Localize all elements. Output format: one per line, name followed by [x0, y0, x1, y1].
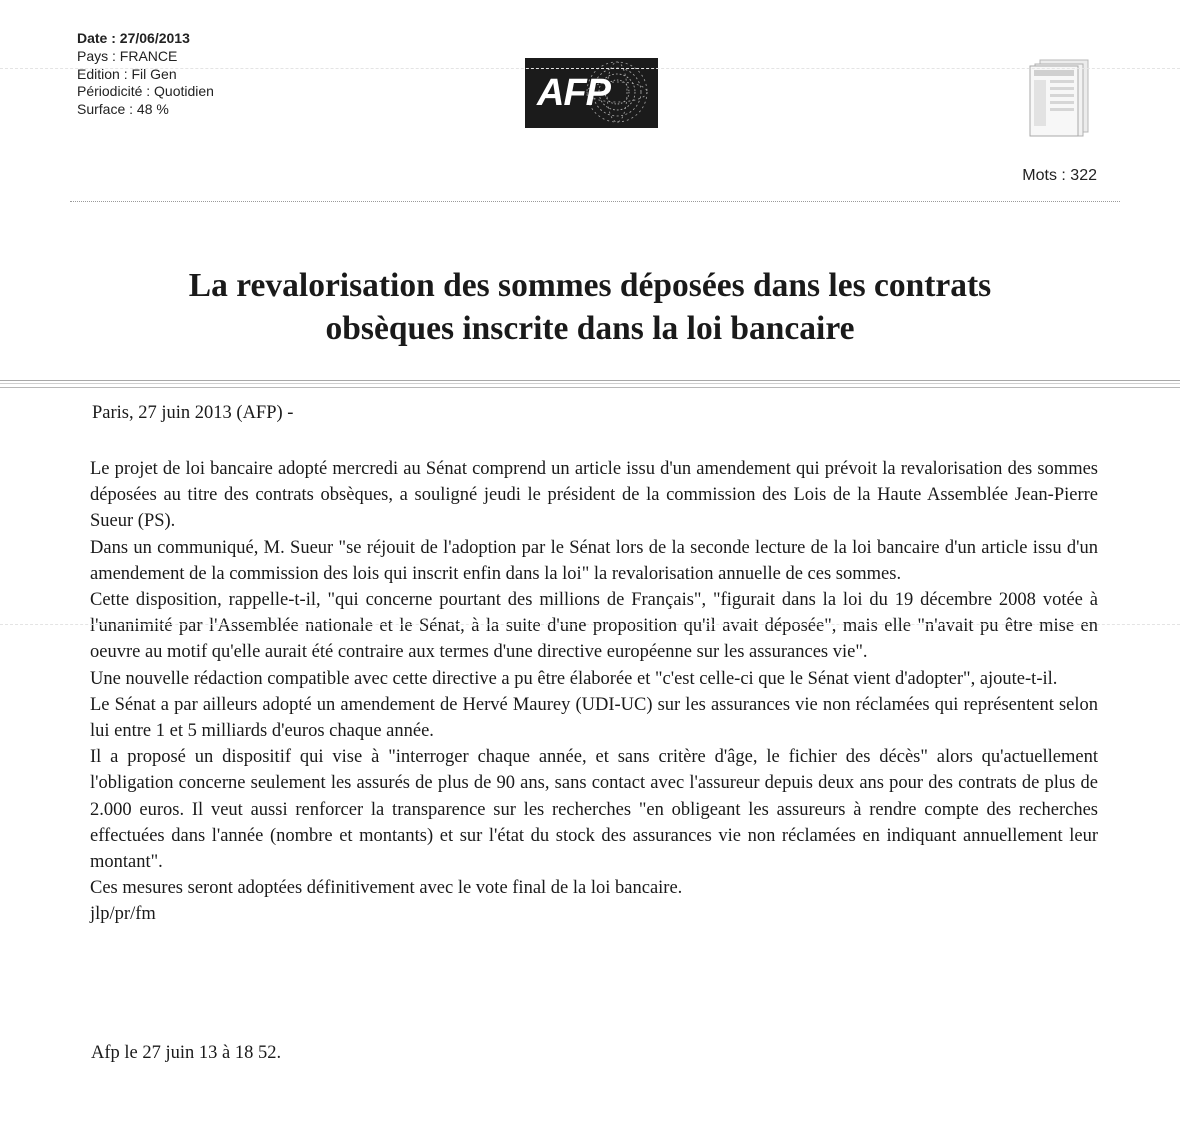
title-divider [0, 380, 1180, 388]
document-metadata [77, 30, 214, 119]
article-author-initials: jlp/pr/fm [90, 904, 156, 925]
article-paragraph: Il a proposé un dispositif qui vise à "interroger chaque année, et sans critère d'âge, le fichier des décès" alors qu'actuellement l'obligation concerne seulement les assurés de plus de 90 ans, sans contact avec l'assureur depuis deux ans pour des contrats de plus de 2.000 euros. Il veut aussi renforcer la transparence sur les recherches "en obligeant les assureurs à rendre compte des recherches effectuées dans l'année (nombre et montants) et sur l'état du stock des assurances vie non réclamées en indiquant annuellement leur montant". [90, 747, 1098, 873]
meta-periodicity: Périodicité : Quotidien [77, 83, 214, 100]
article-paragraph: Le Sénat a par ailleurs adopté un amendement de Hervé Maurey (UDI-UC) sur les assurances vie non réclamées qui représentent selon lui entre 1 et 5 milliards d'euros chaque année. [90, 694, 1098, 742]
word-count: Mots : 322 [1022, 167, 1097, 184]
afp-logo-text: AFP [537, 72, 610, 114]
meta-edition: Edition : Fil Gen [77, 65, 177, 82]
scan-artifact-line [0, 68, 1180, 69]
article-paragraph: Dans un communiqué, M. Sueur "se réjouit de l'adoption par le Sénat lors de la seconde lecture de la loi bancaire d'un article issu d'un amendement de la commission des lois qui inscrit enfin dans la loi" la revalorisation annuelle de ces sommes. [90, 537, 1098, 584]
article-title-line-2: obsèques inscrite dans la loi bancaire [325, 310, 855, 347]
article-title [0, 264, 1180, 350]
article-dateline: Paris, 27 juin 2013 (AFP) - [92, 403, 294, 423]
article-body [90, 456, 1098, 928]
article-title-line-1: La revalorisation des sommes déposées dans les contrats [188, 267, 992, 304]
article-paragraph: Ces mesures seront adoptées définitivement avec le vote final de la loi bancaire. [90, 878, 683, 899]
article-paragraph: Une nouvelle rédaction compatible avec cette directive a pu être élaborée et "c'est celle-ci que le Sénat vient d'adopter", ajoute-t-il. [90, 668, 1058, 689]
article-paragraph: Le projet de loi bancaire adopté mercredi au Sénat comprend un article issu d'un amendement qui prévoit la revalorisation des sommes déposées au titre des contrats obsèques, a souligné jeudi le président de la commission des Lois de la Haute Assemblée Jean-Pierre Sueur (PS). [90, 459, 1098, 532]
meta-date: Date : 27/06/2013 [77, 30, 190, 46]
article-paragraph: Cette disposition, rappelle-t-il, "qui concerne pourtant des millions de Français", "figurait dans la loi du 19 décembre 2008 votée à l'unanimité par l'Assemblée nationale et le Sénat, à la suite d'une proposition qu'il avait déposée", mais elle "n'avait pu être mise en oeuvre au motif qu'elle aurait été contraire aux termes d'une directive européenne sur les assurances vie". [90, 590, 1098, 663]
meta-surface: Surface : 48 % [77, 101, 169, 118]
scan-artifact-line [0, 624, 1180, 625]
header-divider [70, 201, 1120, 202]
meta-country: Pays : FRANCE [77, 47, 178, 64]
article-signoff: Afp le 27 juin 13 à 18 52. [91, 1043, 282, 1063]
